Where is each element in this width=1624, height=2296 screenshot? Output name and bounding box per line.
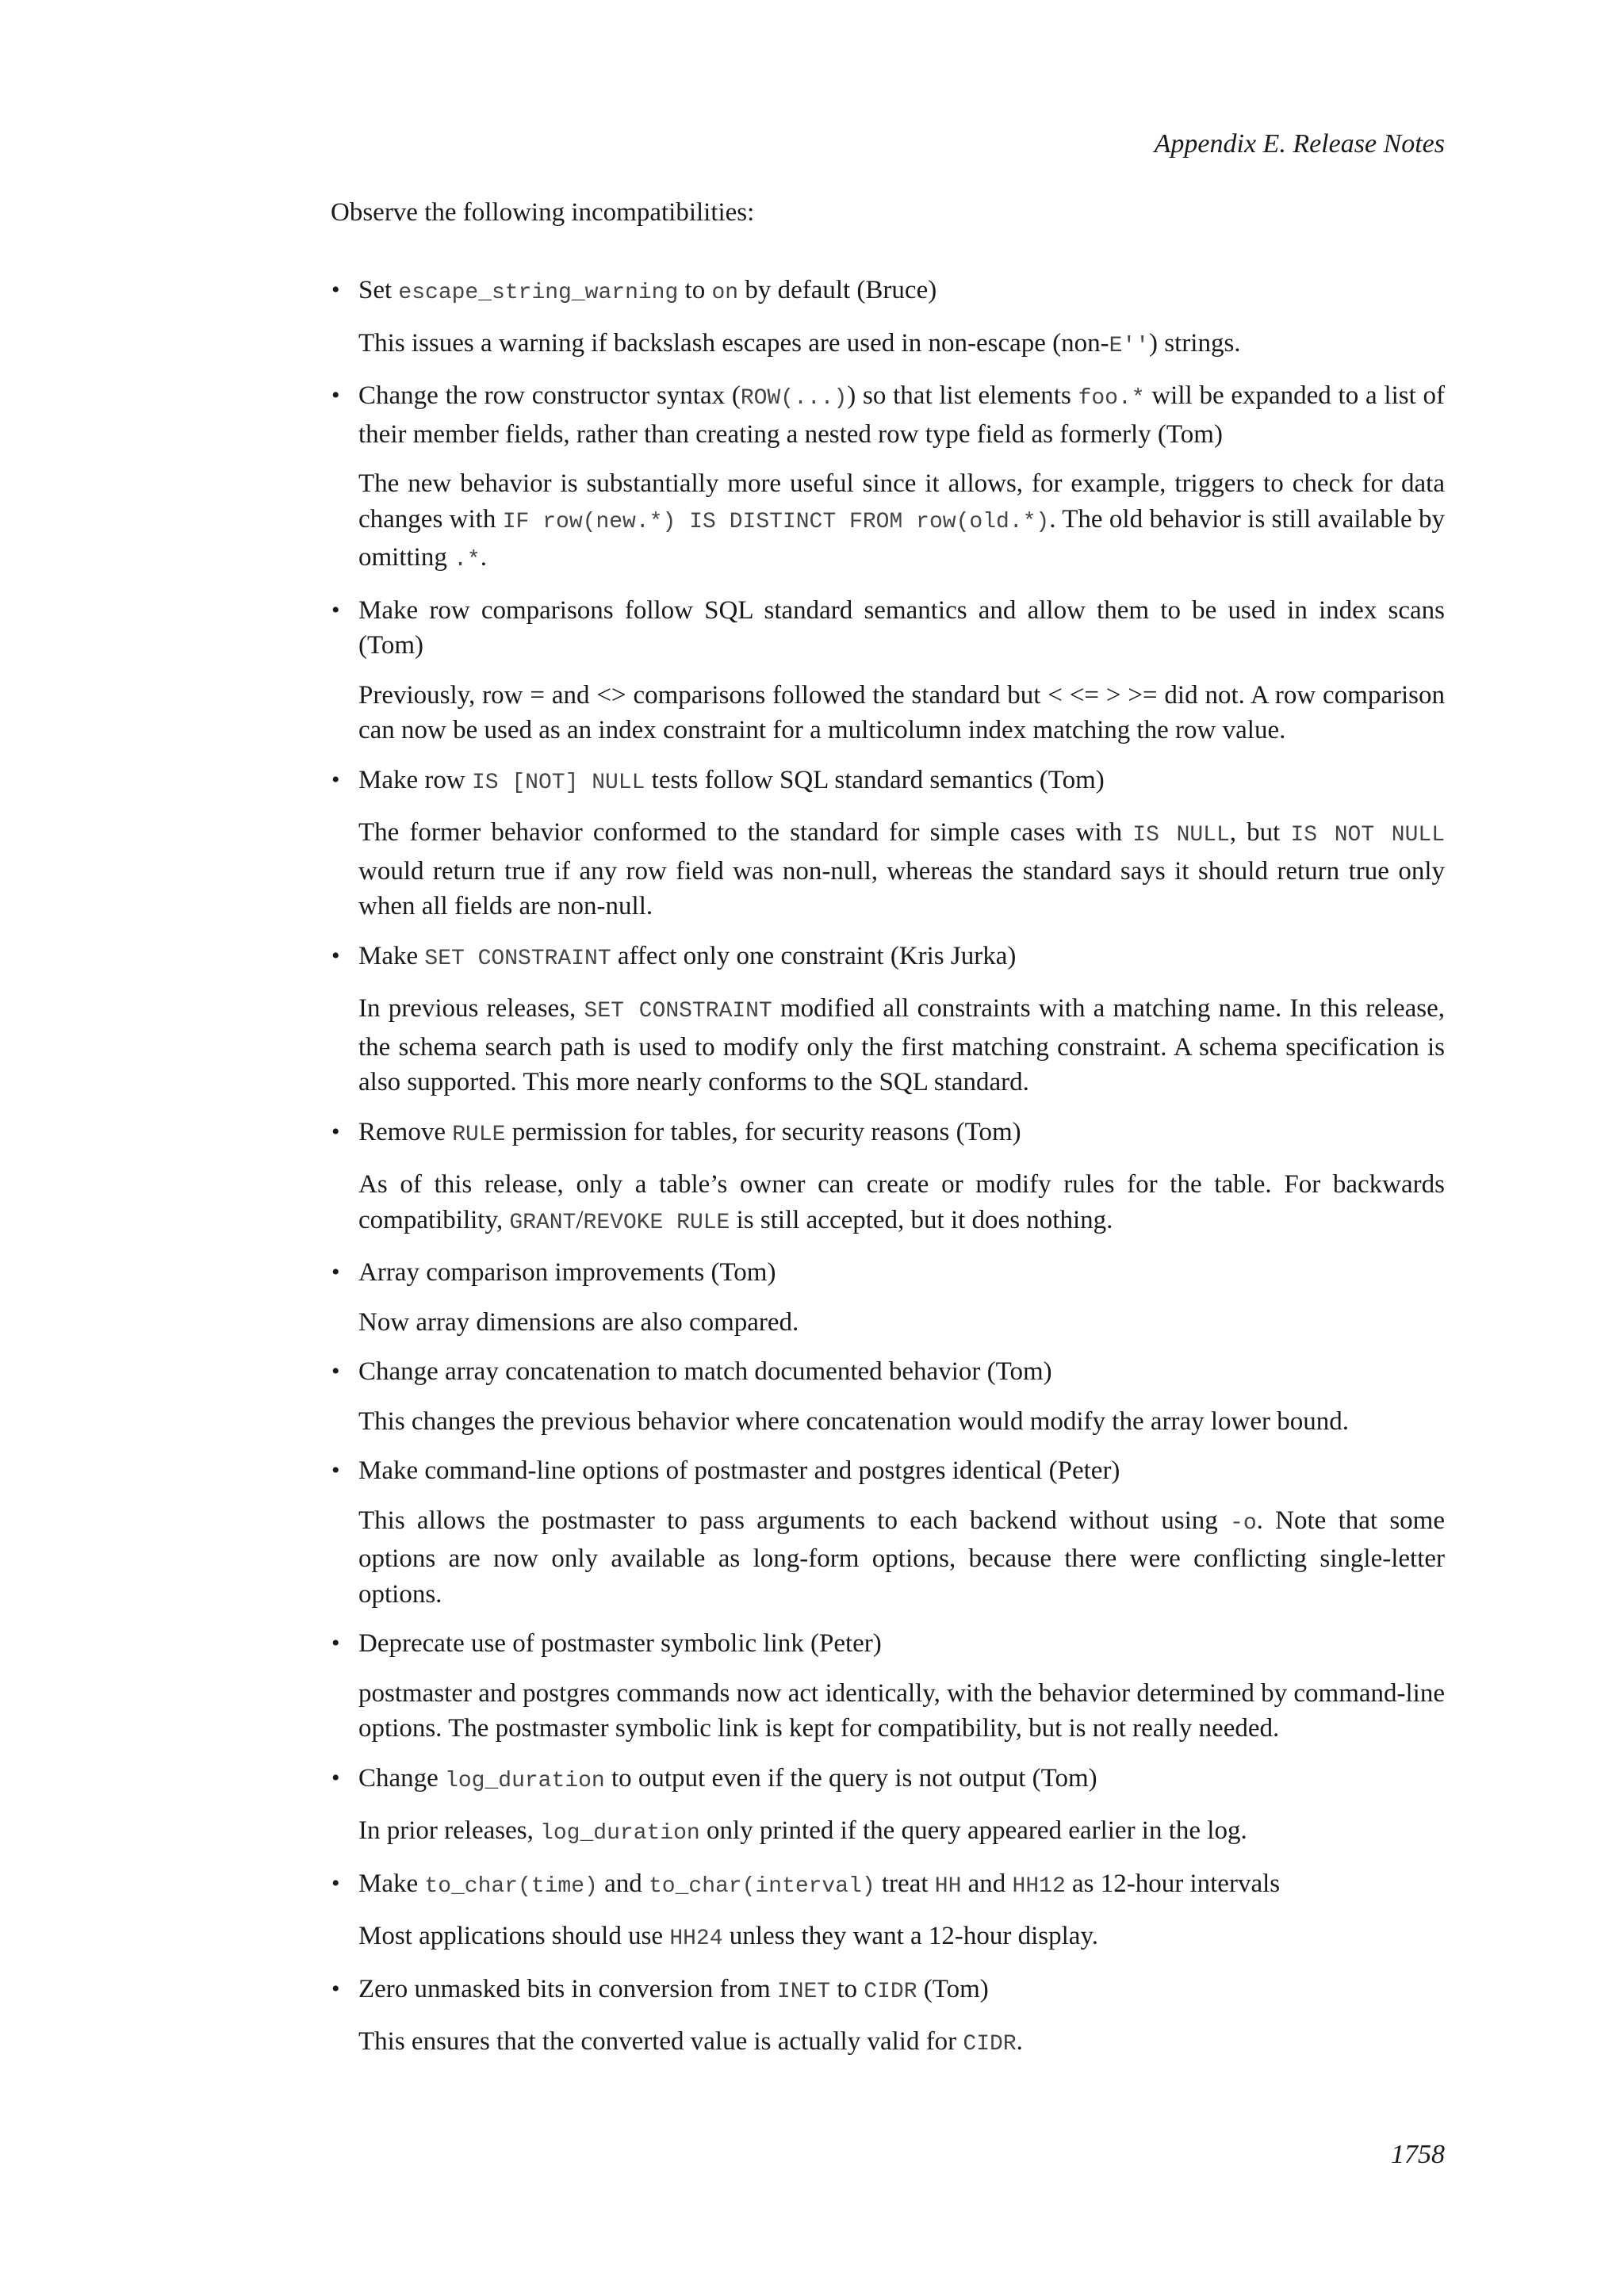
text-run: as 12-hour intervals <box>1065 1869 1281 1898</box>
item-description <box>358 815 1445 924</box>
item-title <box>358 593 1445 664</box>
text-run: Make <box>358 941 425 970</box>
list-item <box>331 1255 1445 1340</box>
bullet-icon: • <box>331 596 340 623</box>
text-run: Make <box>358 1869 425 1898</box>
text-run: This allows the postmaster to pass arguments to each backend without using <box>358 1506 1231 1535</box>
inline-code: SET CONSTRAINT <box>584 999 772 1024</box>
running-header: Appendix E. Release Notes <box>1154 129 1445 159</box>
text-run: In prior releases, <box>358 1816 541 1845</box>
item-description <box>358 1919 1445 1957</box>
text-run: ) so that list elements <box>847 381 1078 410</box>
text-run: would return true if any row field was non-null, whereas the standard says it should return true only when all fields are non-null. <box>358 856 1445 920</box>
text-run: Zero unmasked bits in conversion from <box>358 1974 777 2003</box>
item-description <box>358 1305 1445 1341</box>
inline-code: E'' <box>1109 333 1150 358</box>
text-run: postmaster and postgres commands now act identically, with the behavior determined by command-line options. The postmaster symbolic link is kept for compatibility, but is not really needed. <box>358 1678 1445 1743</box>
item-description <box>358 466 1445 579</box>
inline-code: GRANT <box>509 1210 576 1235</box>
inline-code: .* <box>454 548 481 572</box>
inline-code: CIDR <box>864 1979 917 2004</box>
inline-code: RULE <box>452 1122 506 1147</box>
list-item <box>331 1626 1445 1747</box>
item-title <box>358 1453 1445 1489</box>
text-run: In previous releases, <box>358 994 584 1023</box>
item-description <box>358 2024 1445 2063</box>
text-run: The former behavior conformed to the standard for simple cases with <box>358 818 1133 847</box>
text-run: Deprecate use of postmaster symbolic link (Peter) <box>358 1629 882 1658</box>
text-run: and <box>597 1869 649 1898</box>
item-description <box>358 1167 1445 1241</box>
item-description <box>358 1404 1445 1440</box>
inline-code: REVOKE RULE <box>583 1210 730 1235</box>
list-item <box>331 1354 1445 1439</box>
list-item <box>331 1115 1445 1242</box>
inline-code: foo.* <box>1078 386 1145 411</box>
text-run: permission for tables, for security reasons (Tom) <box>505 1117 1021 1146</box>
text-run: tests follow SQL standard semantics (Tom) <box>645 765 1105 794</box>
text-run: Make row comparisons follow SQL standard semantics and allow them to be used in index scans (Tom) <box>358 595 1445 660</box>
text-run: , but <box>1229 818 1291 847</box>
item-title <box>358 763 1445 802</box>
item-title <box>358 1972 1445 2011</box>
item-title <box>358 1626 1445 1662</box>
item-description <box>358 1676 1445 1747</box>
inline-code: HH24 <box>669 1927 723 1951</box>
inline-code: IS [NOT] NULL <box>471 770 645 795</box>
text-run: Set <box>358 276 399 304</box>
text-run: Change array concatenation to match documented behavior (Tom) <box>358 1357 1052 1386</box>
text-run: / <box>576 1205 584 1234</box>
list-item <box>331 378 1445 579</box>
text-run: by default (Bruce) <box>738 276 937 304</box>
text-run: to <box>678 276 712 304</box>
bullet-icon: • <box>331 1975 340 2002</box>
item-description <box>358 1813 1445 1852</box>
text-run: As of this release, only a table’s owner can create or modify rules for the table. For backwards compatibility, <box>358 1170 1445 1234</box>
inline-code: on <box>711 281 739 305</box>
list-item <box>331 273 1445 364</box>
bullet-icon: • <box>331 1869 340 1896</box>
inline-code: -o <box>1230 1510 1257 1536</box>
bullet-icon: • <box>331 766 340 793</box>
text-run: Remove <box>358 1117 453 1146</box>
text-run: Array comparison improvements (Tom) <box>358 1258 776 1287</box>
item-description <box>358 678 1445 748</box>
text-run: . Note that some options are now only available as long-form options, because there were conflicting single-letter options. <box>358 1506 1445 1609</box>
text-run: This changes the previous behavior where concatenation would modify the array lower bound. <box>358 1406 1350 1436</box>
inline-code: IF row(new.*) IS DISTINCT FROM row(old.*) <box>502 509 1050 534</box>
bullet-icon: • <box>331 1358 340 1384</box>
inline-code: CIDR <box>963 2032 1017 2057</box>
item-description <box>358 326 1445 365</box>
inline-code: log_duration <box>540 1821 700 1846</box>
bullet-icon: • <box>331 382 340 408</box>
text-run: modified all constraints with a matching name. In this release, the schema search path is used to modify only the first matching constraint. A schema specification is also supported. This more nearly conforms to the SQL standard. <box>358 994 1445 1096</box>
bullet-icon: • <box>331 1630 340 1656</box>
incompatibility-list <box>331 273 1445 2077</box>
item-title <box>358 1866 1445 1905</box>
text-run: will be expanded to a list of their member fields, rather than creating a nested row type field as formerly (Tom) <box>358 381 1446 449</box>
item-title <box>358 1761 1445 1800</box>
list-item <box>331 593 1445 748</box>
text-run: (Tom) <box>917 1974 989 2003</box>
list-item <box>331 1453 1445 1612</box>
list-item <box>331 939 1445 1100</box>
item-title <box>358 939 1445 978</box>
text-run: Most applications should use <box>358 1922 670 1950</box>
text-run: This ensures that the converted value is actually valid for <box>358 2027 963 2056</box>
text-run: The new behavior is substantially more useful since it allows, for example, triggers to check for data changes with <box>358 469 1445 534</box>
list-item <box>331 763 1445 924</box>
text-run: treat <box>875 1869 935 1898</box>
bullet-icon: • <box>331 1259 340 1285</box>
intro-paragraph: Observe the following incompatibilities: <box>331 198 755 227</box>
inline-code: to_char(time) <box>424 1873 598 1899</box>
text-run: to <box>830 1974 864 2003</box>
document-page <box>331 0 1445 2296</box>
inline-code: HH <box>934 1873 962 1899</box>
item-title <box>358 1354 1445 1390</box>
inline-code: ROW(...) <box>740 386 848 411</box>
text-run: affect only one constraint (Kris Jurka) <box>611 941 1017 970</box>
text-run: Change <box>358 1763 446 1793</box>
item-title <box>358 378 1445 452</box>
list-item <box>331 1761 1445 1852</box>
text-run: Make command-line options of postmaster and postgres identical (Peter) <box>358 1456 1120 1485</box>
text-run: ) strings. <box>1149 328 1241 358</box>
bullet-icon: • <box>331 942 340 969</box>
text-run: Previously, row = and <> comparisons followed the standard but < <= > >= did not. A row comparison can now be used as an index constraint for a multicolumn index matching the row value. <box>358 680 1445 744</box>
text-run: unless they want a 12-hour display. <box>722 1922 1099 1950</box>
text-run: to output even if the query is not output (Tom) <box>604 1763 1097 1793</box>
inline-code: to_char(interval) <box>648 1873 875 1899</box>
page-number: 1758 <box>1391 2140 1445 2169</box>
text-run: Now array dimensions are also compared. <box>358 1307 799 1337</box>
text-run: Make row <box>358 765 472 794</box>
text-run: and <box>961 1869 1013 1898</box>
list-item <box>331 1972 1445 2063</box>
text-run: Change the row constructor syntax ( <box>358 381 741 410</box>
item-description <box>358 1503 1445 1613</box>
text-run: . The old behavior is still available by omitting <box>358 504 1446 572</box>
inline-code: INET <box>776 1979 831 2004</box>
text-run: This issues a warning if backslash escapes are used in non-escape (non- <box>358 328 1109 358</box>
list-item <box>331 1866 1445 1957</box>
text-run: only printed if the query appeared earlier in the log. <box>699 1816 1247 1845</box>
bullet-icon: • <box>331 1457 340 1483</box>
inline-code: IS NULL <box>1132 823 1230 848</box>
bullet-icon: • <box>331 277 340 303</box>
item-title <box>358 1255 1445 1291</box>
inline-code: escape_string_warning <box>398 281 679 305</box>
item-description <box>358 991 1445 1100</box>
inline-code: log_duration <box>445 1768 605 1793</box>
text-run: is still accepted, but it does nothing. <box>730 1205 1113 1234</box>
bullet-icon: • <box>331 1764 340 1791</box>
bullet-icon: • <box>331 1118 340 1145</box>
inline-code: SET CONSTRAINT <box>424 946 611 971</box>
item-title <box>358 273 1445 312</box>
text-run: . <box>480 543 487 572</box>
item-title <box>358 1115 1445 1154</box>
inline-code: HH12 <box>1012 1873 1066 1899</box>
text-run: . <box>1016 2027 1023 2056</box>
inline-code: IS NOT NULL <box>1290 823 1445 848</box>
